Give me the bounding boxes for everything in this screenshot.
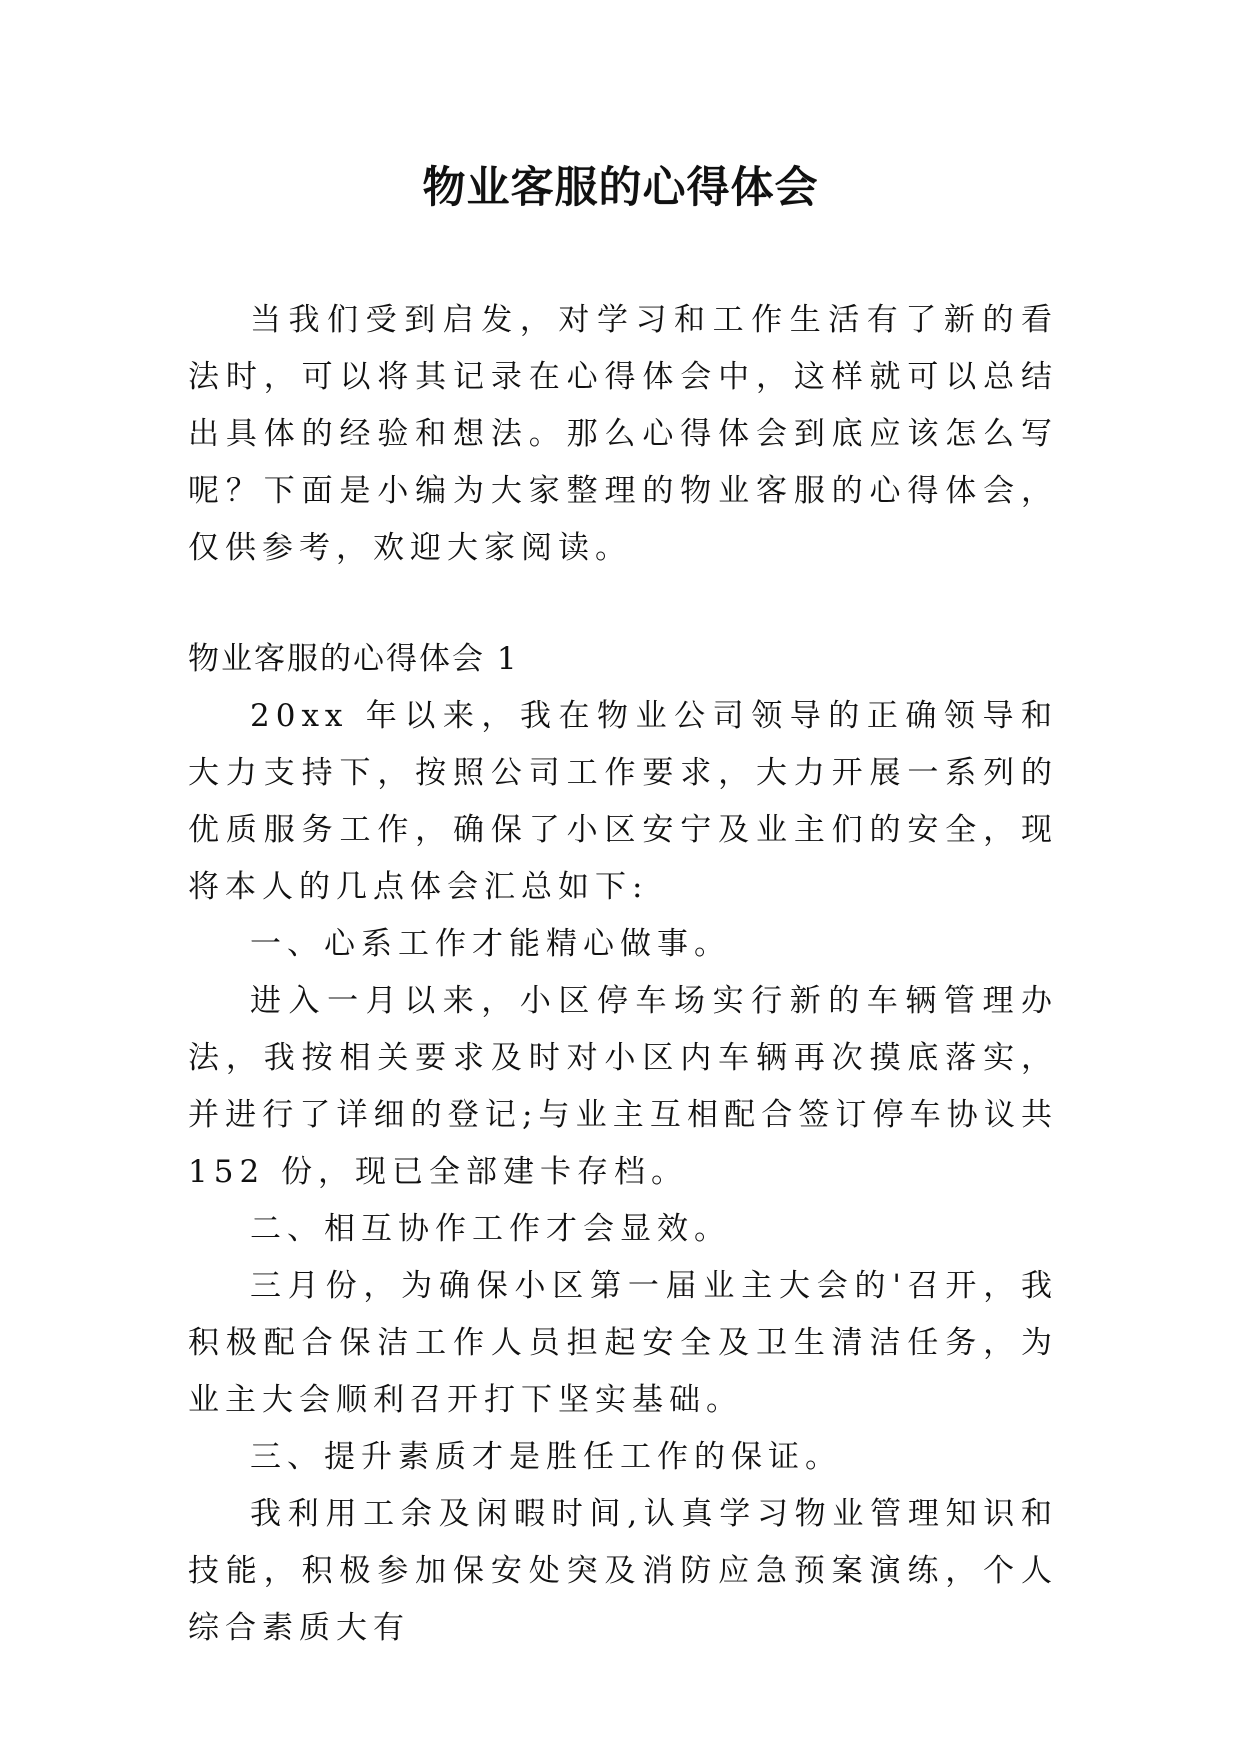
point-heading-2: 二、相互协作工作才会显效。 — [250, 1211, 731, 1247]
document-body — [188, 292, 1058, 1657]
document-title: 物业客服的心得体会 — [422, 163, 819, 213]
point-heading-1: 一、心系工作才能精心做事。 — [250, 926, 731, 962]
point-heading-3: 三、提升素质才是胜任工作的保证。 — [250, 1439, 842, 1475]
section-heading: 物业客服的心得体会 1 — [188, 641, 519, 677]
body-paragraph-3: 三月份，为确保小区第一届业主大会的'召开，我积极配合保洁工作人员担起安全及卫生清洁任务，为业主大会顺利召开打下坚实基础。 — [188, 1268, 1058, 1418]
body-paragraph-4: 我利用工余及闲暇时间,认真学习物业管理知识和技能，积极参加保安处突及消防应急预案演练，个人综合素质大有 — [188, 1496, 1058, 1646]
body-paragraph-2: 进入一月以来，小区停车场实行新的车辆管理办法，我按相关要求及时对小区内车辆再次摸底落实，并进行了详细的登记;与业主互相配合签订停车协议共 152 份，现已全部建卡存档。 — [188, 983, 1058, 1190]
intro-paragraph: 当我们受到启发，对学习和工作生活有了新的看法时，可以将其记录在心得体会中，这样就可以总结出具体的经验和想法。那么心得体会到底应该怎么写呢？下面是小编为大家整理的物业客服的心得体会，仅供参考，欢迎大家阅读。 — [188, 302, 1058, 566]
body-paragraph-1: 20xx 年以来，我在物业公司领导的正确领导和大力支持下，按照公司工作要求，大力开展一系列的优质服务工作，确保了小区安宁及业主们的安全，现将本人的几点体会汇总如下: — [188, 698, 1058, 905]
